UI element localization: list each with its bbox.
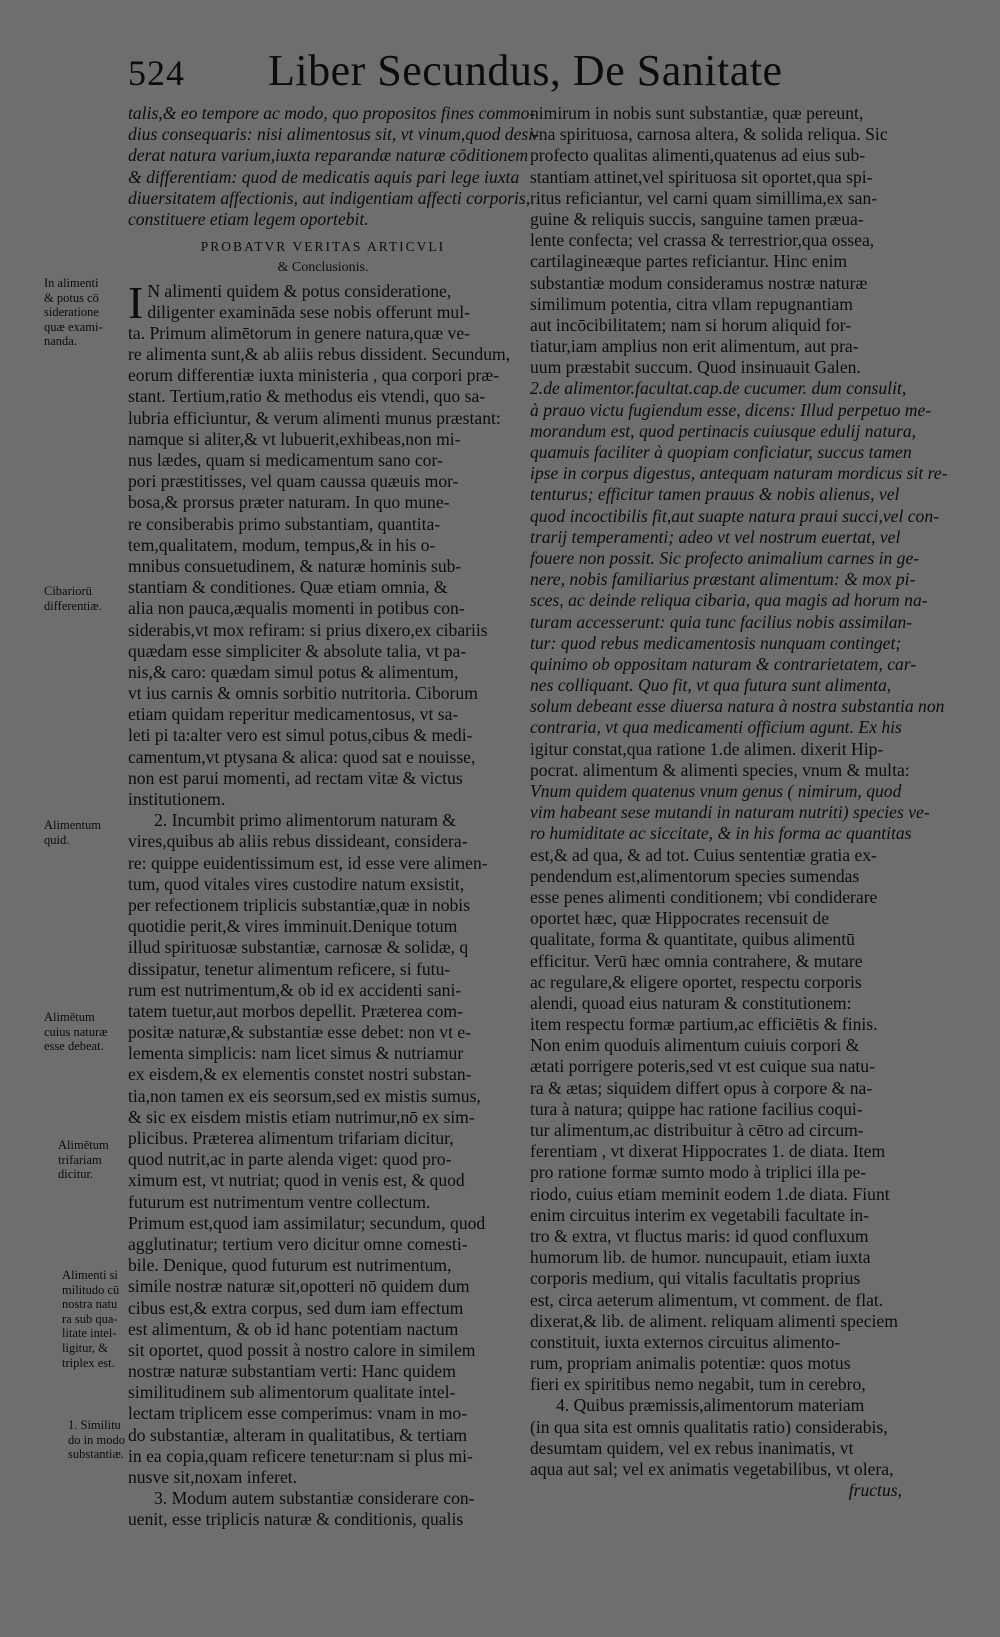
text-line: quod nutrit,ac in parte alenda viget: quod pro- (128, 1149, 452, 1170)
text-line: ximum est, vt nutriat; quod in venis est, & quod (128, 1170, 465, 1191)
text-line: uenit, esse triplicis naturæ & conditionis, qualis (128, 1509, 464, 1530)
margin-note-line: Alimentum (44, 818, 101, 832)
text-line: oportet hæc, quæ Hippocrates recensuit de (530, 908, 830, 929)
text-line: solum debeant esse diuersa natura à nostra substantia non (530, 696, 945, 717)
text-line: tur: quod rebus medicamentosis nunquam continget; (530, 632, 902, 653)
margin-note-line: Cibariorū (44, 584, 92, 598)
text-line: non est parui momenti, ad rectam vitæ & victus (128, 767, 463, 788)
text-line: cartilagineæque partes reficiantur. Hinc enim (530, 251, 848, 272)
margin-note-line: Alimenti si (62, 1268, 118, 1282)
text-line: simile nostræ naturæ sit,opotteri nō quidem dum (128, 1276, 470, 1297)
margin-note-line: nanda. (44, 334, 77, 349)
text-line: guine & reliquis succis, sanguine tamen præua- (530, 208, 864, 229)
margin-note (44, 818, 128, 847)
text-line: 3. Modum autem substantiæ considerare con- (154, 1488, 475, 1509)
margin-note-line: differentiæ. (44, 598, 102, 613)
text-line: aut incōcibilitatem; nam si horum aliquid for- (530, 314, 852, 335)
margin-note-line: dicitur. (58, 1167, 94, 1182)
text-line: ta. Primum alimētorum in genere natura,quæ ve- (128, 322, 471, 343)
text-line: vim habeant sese mutandi in naturam nutriti) species ve- (530, 802, 930, 823)
margin-note-line: ligitur, & (62, 1340, 109, 1355)
text-line: tem,qualitatem, modum, tempus,& in his o- (128, 534, 436, 555)
text-line: dissipatur, tenetur alimentum reficere, si futu- (128, 958, 451, 979)
page-number: 524 (128, 53, 185, 93)
margin-note (44, 276, 128, 349)
text-line: igitur constat,qua ratione 1.de alimen. dixerit Hip- (530, 738, 884, 759)
margin-note-line: quæ exami- (44, 319, 103, 334)
text-line: similitudinem sub alimentorum qualitate intel- (128, 1382, 456, 1403)
text-line: Non enim quoduis alimentum cuiuis corpori & (530, 1035, 860, 1056)
text-line: etiam quidam reperitur medicamentosus, vt sa- (128, 704, 459, 725)
text-line: riodo, cuius etiam meminit eodem 1.de diata. Fiunt (530, 1183, 890, 1204)
section-4-paragraph (530, 1395, 902, 1501)
catchword: fructus, (848, 1480, 902, 1501)
text-line: re consiberabis primo substantiam, quantita- (128, 513, 441, 534)
text-line: quædam esse simpliciter & absolute talia, vt pa- (128, 640, 467, 661)
text-line: diuersitatem affectionis, aut indigentiam affecti corporis, (128, 187, 531, 208)
margin-note-line: substantiæ. (68, 1447, 124, 1462)
text-line: turam accesserunt: quia tunc facilius nobis assimilan- (530, 611, 913, 632)
margin-note-line: sideratione (44, 305, 99, 320)
text-line: ro humiditate ac siccitate, & in his forma ac quantitas (530, 823, 912, 844)
text-line: Primum est,quod iam assimilatur; secundum, quod (128, 1212, 486, 1233)
text-line: derat natura varium,iuxta reparandæ naturæ cōditionem (128, 145, 529, 166)
text-line: enim circuitus interim ex vegetabili facultate in- (530, 1204, 870, 1225)
margin-note-line: litate intel- (62, 1326, 117, 1341)
text-line: cibus est,& extra corpus, sed dum iam effectum (128, 1297, 464, 1318)
text-line: dius consequaris: nisi alimentosus sit, vt vinum,quod desi- (128, 124, 539, 145)
text-line: à prauo victu fugiendum esse, dicens: Illud perpetuo me- (530, 399, 932, 420)
text-line: do substantiæ, alteram in qualitatibus, & tertiam (128, 1424, 468, 1445)
text-line: est alimentum, & ob id hanc potentiam nactum (128, 1318, 459, 1339)
text-line: est, circa aeterum alimentum, vt comment. de flat. (530, 1289, 884, 1310)
text-line: contraria, vt qua medicamenti officium agunt. Ex his (530, 717, 902, 738)
text-line: vna spirituosa, carnosa altera, & solida reliqua. Sic (530, 124, 888, 145)
text-line: tro & extra, vt fluctus maris: id quod confluxum (530, 1225, 869, 1246)
text-line: tura à natura; quippe hac ratione facilius coqui- (530, 1098, 863, 1119)
margin-note-line: triplex est. (62, 1355, 115, 1370)
text-line: sit oportet, quod possit à nostro calore in similem (128, 1339, 476, 1360)
text-line: nimirum in nobis sunt substantiæ, quæ pereunt, (530, 103, 864, 123)
text-line: eorum differentiæ iuxta ministeria , qua corpori præ- (128, 365, 499, 386)
text-line: quod incoctibilis fit,aut suapte natura praui succi,vel con- (530, 505, 940, 526)
text-line: & sic ex eisdem mistis etiam nutrimur,nō ex sim- (128, 1106, 475, 1127)
margin-note (62, 1268, 146, 1370)
text-line: institutionem. (128, 789, 226, 810)
intro-paragraph (128, 103, 539, 230)
margin-note-line: esse debeat. (44, 1039, 104, 1054)
section-1-paragraph (128, 276, 518, 811)
text-line: esse penes alimenti conditionem; vbi condiderare (530, 886, 878, 907)
text-line: stantiam & conditiones. Quæ etiam omnia, & (128, 577, 448, 598)
text-line: (in qua sita est omnis qualitatis ratio) considerabis, (530, 1416, 888, 1437)
text-line: & differentiam: quod de medicatis aquis pari lege iuxta (128, 166, 520, 187)
running-title: Liber Secundus, De Sanitate (268, 46, 783, 95)
text-line: positæ naturæ,& substantiæ esse debet: non vt e- (128, 1022, 472, 1043)
text-line: tatem tuetur,aut morbos depellit. Præterea com- (128, 1000, 463, 1021)
text-line: stant. Tertium,ratio & methodus eis vtendi, quo sa- (128, 386, 486, 407)
text-line: aqua aut sal; vel ex animatis vegetabilibus, vt olera, (530, 1459, 894, 1479)
page-header (0, 0, 1000, 100)
text-line: pro ratione formæ sumto modo à triplici illa pe- (530, 1162, 867, 1183)
text-line: constituit, iuxta externos circuitus alimento- (530, 1331, 841, 1352)
text-line: tenturus; efficitur tamen prauus & nobis alienus, vel (530, 484, 900, 505)
text-line: re alimenta sunt,& ab aliis rebus dissident. Secundum, (128, 344, 511, 365)
text-line: illud spirituosæ substantiæ, carnosæ & solidæ, q (128, 937, 469, 958)
section-3-paragraph (128, 1488, 518, 1530)
text-line: ra & ætas; siquidem differt opus à corpore & na- (530, 1077, 873, 1098)
text-line: dixerat,& lib. de aliment. reliquam alimenti speciem (530, 1310, 898, 1331)
margin-note-line: Alimētum (58, 1138, 109, 1152)
text-line: rum est nutrimentum,& ob id ex accidenti sani- (128, 979, 462, 1000)
text-line: namque si aliter,& vt lubuerit,exhibeas,non mi- (128, 428, 461, 449)
text-line: bile. Denique, quod futurum est nutrimentum, (128, 1255, 452, 1276)
text-line: ritus reficiantur, vel carni quam simillima,ex san- (530, 187, 878, 208)
text-line: tia,non tamen ex eis seorsum,sed ex mistis sumus, (128, 1085, 481, 1106)
right-column (530, 103, 948, 1501)
text-line: camentum,vt ptysana & alica: quod sat e nouisse, (128, 746, 476, 767)
text-line: quinimo ob oppositam naturam & contrarietatem, car- (530, 653, 917, 674)
margin-note (44, 584, 128, 613)
text-line: sces, ac deinde reliqua cibaria, qua magis ad horum na- (530, 590, 928, 611)
text-line: per refectionem triplicis substantiæ,quæ in nobis (128, 894, 471, 915)
text-line: desumtam quidem, vel ex rebus inanimatis, vt (530, 1437, 854, 1458)
text-line: corporis medium, qui vitalis facultatis proprius (530, 1268, 861, 1289)
text-line: alia non pauca,æqualis momenti in potibus con- (128, 598, 465, 619)
text-line: est,& ad qua, & ad tot. Cuius sententiæ gratia ex- (530, 844, 877, 865)
margin-note-line: nostra natu (62, 1297, 118, 1312)
text-line: 2.de alimentor.facultat.cap.de cucumer. dum consulit, (530, 378, 907, 399)
text-line: substantiæ modum consideramus nostræ naturæ (530, 272, 868, 293)
text-line: ac regulare,& eligere oportet, respectu corporis (530, 971, 862, 992)
text-line: nostræ naturæ substantiam verti: Hanc quidem (128, 1361, 456, 1382)
text-line: nes colliquant. Quo fit, vt qua futura sunt alimenta, (530, 675, 892, 696)
text-line: ferentiam , vt dixerat Hippocrates 1. de diata. Item (530, 1141, 886, 1162)
text-line: constituere etiam legem oportebit. (128, 208, 369, 229)
text-line: lente confecta; vel crassa & terrestrior,qua ossea, (530, 230, 875, 251)
drop-cap: I (128, 276, 144, 328)
margin-note (68, 1418, 152, 1462)
margin-note (44, 1010, 128, 1054)
text-line: in ea copia,quam reficere tenetur:nam si plus mi- (128, 1445, 473, 1466)
text-line: siderabis,vt mox refiram: si prius dixero,ex cibariis (128, 619, 488, 640)
text-line: rum, propriam animalis potentiæ: quos motus (530, 1353, 851, 1374)
text-line: lectam triplicem esse comperimus: vnam in mo- (128, 1403, 468, 1424)
text-line: agglutinatur; tertium vero dicitur omne comesti- (128, 1233, 468, 1254)
text-line: vires,quibus ab aliis rebus dissideant, considera- (128, 831, 468, 852)
text-line: ipse in corpus digestus, antequam naturam mordicus sit re- (530, 463, 948, 484)
text-line: nus lædes, quam si medicamentum sano cor- (128, 450, 443, 471)
text-line: humorum lib. de humor. nuncupauit, etiam iuxta (530, 1247, 871, 1268)
text-line: 2. Incumbit primo alimentorum naturam & (154, 810, 456, 831)
margin-note-line: trifariam (58, 1152, 102, 1167)
margin-note-line: 1. Similitu (68, 1418, 121, 1432)
text-line: quotidie perit,& vires imminuit.Denique totum (128, 916, 458, 937)
text-line: item respectu formæ partium,ac efficiētis & finis. (530, 1014, 878, 1035)
text-line: fieri ex spiritibus nemo negabit, tum in cerebro, (530, 1374, 866, 1395)
text-line: Vnum quidem quatenus vnum genus ( nimirum, quod (530, 781, 902, 801)
text-line: ætati porrigere poteris,sed vt est cuique sua natu- (530, 1056, 875, 1077)
text-line: qualitate, forma & quantitate, quibus alimentū (530, 929, 855, 950)
text-line: uum præstabit succum. Quod insinuauit Galen. (530, 357, 861, 378)
text-line: lementa simplicis: nam licet simus & nutriamur (128, 1043, 464, 1064)
text-line: ex eisdem,& ex elementis constet nostri substan- (128, 1064, 472, 1085)
text-line: tur alimentum,ac distribuitur à cētro ad circum- (530, 1120, 864, 1140)
margin-note-line: do in modo (68, 1432, 125, 1447)
text-line: stantiam attinet,vel spirituosa sit oportet,qua spi- (530, 166, 873, 187)
text-line: alendi, quoad eius naturam & constitutionem: (530, 992, 852, 1013)
text-line: fouere non possit. Sic profecto animalium carnes in ge- (530, 547, 920, 568)
text-line: nis,& caro: quædam simul potus & alimentum, (128, 661, 459, 682)
text-line: nere, nobis familiarius præstant alimentum: & mox pi- (530, 569, 916, 590)
text-line: bosa,& prorsus præter naturam. In quo mune- (128, 492, 450, 513)
margin-note-line: ra sub qua- (62, 1311, 118, 1326)
section-subheading: & Conclusionis. (277, 260, 369, 276)
text-line: re: quippe euidentissimum est, id esse vere alimen- (128, 852, 488, 873)
section-heading: PROBATVR VERITAS ARTICVLI (200, 239, 446, 255)
text-line: quamuis faciliter à quopiam conficiatur, succus tamen (530, 442, 912, 462)
right-column-paragraph (530, 103, 948, 1395)
text-line: nusve sit,noxam inferet. (128, 1467, 298, 1488)
text-line: pori præstitisses, vel quam caussa quæuis mor- (128, 471, 459, 492)
text-line: diligenter examināda sese nobis offerunt mul- (147, 301, 470, 322)
text-line: pendendum est,alimentorum species sumendas (530, 865, 860, 886)
text-line: trarij temperamenti; adeo vt vel nostrum euertat, vel (530, 526, 901, 547)
text-line: efficitur. Verū hæc omnia contrahere, & mutare (530, 950, 863, 971)
text-line: N alimenti quidem & potus consideratione, (147, 280, 452, 301)
text-line: vt ius carnis & omnis sorbitio nutritoria. Ciborum (128, 683, 478, 704)
text-line: leti pi ta:alter vero est simul potus,cibus & medi- (128, 725, 473, 746)
margin-note-line: In alimenti (44, 276, 99, 290)
margin-note-line: cuius naturæ (44, 1024, 108, 1039)
text-line: profecto qualitas alimenti,quatenus ad eius sub- (530, 145, 866, 166)
text-line: talis,& eo tempore ac modo, quo propositos fines commo- (128, 103, 536, 123)
text-line: 4. Quibus præmissis,alimentorum materiam (556, 1395, 865, 1416)
text-line: tiatur,iam amplius non erit alimentum, aut pra- (530, 336, 859, 357)
text-line: morandum est, quod pertinacis cuiusque edulij natura, (530, 420, 917, 441)
section-2-paragraph (128, 810, 518, 1488)
text-line: tum, quod vitales vires custodire natum exsistit, (128, 873, 465, 894)
margin-note-line: militudo cū (62, 1282, 120, 1297)
text-line: futurum est nutrimentum ventre collectum. (128, 1191, 431, 1212)
margin-note-line: Alimētum (44, 1010, 95, 1024)
text-line: plicibus. Præterea alimentum trifariam dicitur, (128, 1128, 454, 1149)
text-line: mnibus consuetudinem, & naturæ hominis sub- (128, 555, 462, 576)
text-line: similimum potentia, citra vllam repugnantiam (530, 293, 853, 314)
text-line: lubria efficiuntur, & verum alimenti munus præstant: (128, 407, 501, 428)
margin-note (58, 1138, 142, 1182)
margin-note-line: quid. (44, 832, 70, 847)
text-line: pocrat. alimentum & alimenti species, vnum & multa: (530, 759, 910, 780)
margin-note-line: & potus cō (44, 290, 99, 305)
left-column (128, 103, 539, 1531)
